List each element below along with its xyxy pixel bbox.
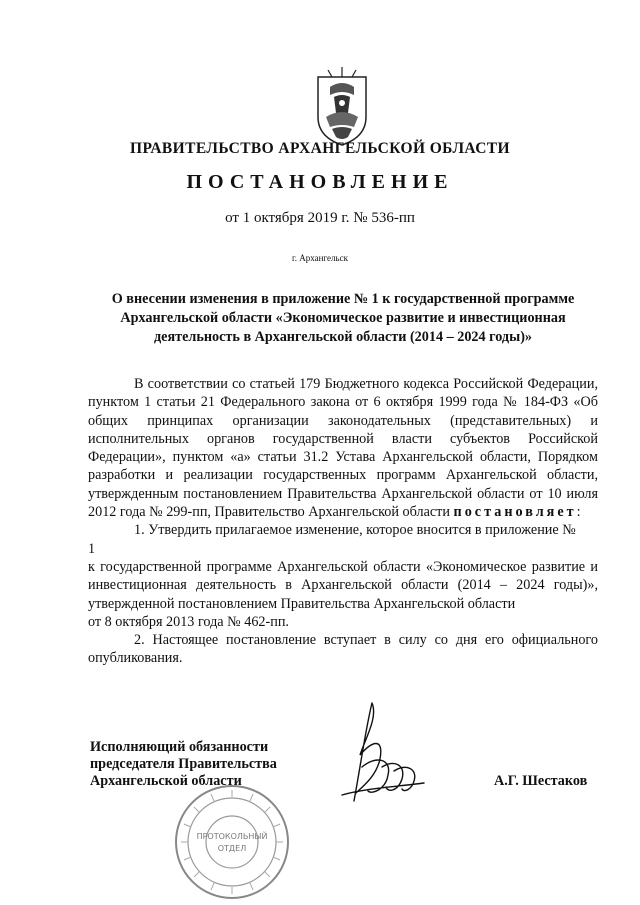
preamble-paragraph: [88, 375, 598, 521]
subject-line: деятельность в Архангельской области (2014 – 2024 годы)»: [153, 329, 533, 345]
signer-name: А.Г. Шестаков: [494, 773, 588, 789]
item-1-line: 1. Утвердить прилагаемое изменение, которое вносится в приложение №: [134, 522, 576, 539]
document-body: [88, 375, 598, 668]
document-date: от 1 октября 2019 г. № 536-пп: [225, 210, 415, 226]
item-2-paragraph: 2. Настоящее постановление вступает в силу со дня его официального опубликования.: [88, 632, 598, 667]
coat-of-arms-icon: [312, 67, 372, 147]
item-1-line: к государственной программе Архангельской области «Экономическое развитие и инвестиционная деятельность в Архангельской области (2014 – 2024 годы)», утвержденной постановлением Правительства Архангельской области: [88, 558, 598, 612]
signer-position-line: Исполняющий обязанности: [90, 739, 269, 755]
document-type: ПОСТАНОВЛЕНИЕ: [186, 171, 454, 193]
round-stamp-icon: [172, 782, 292, 902]
subject-line: О внесении изменения в приложение № 1 к государственной программе: [111, 291, 575, 307]
signer-position-line: Архангельской области: [90, 773, 242, 789]
decrees-word: постановляет: [453, 504, 577, 521]
document-subject: [88, 290, 598, 347]
stamp-text-line2: ОТДЕЛ: [217, 844, 247, 853]
stamp-text-line1: ПРОТОКОЛЬНЫЙ: [196, 832, 268, 841]
preamble-text: В соответствии со статьей 179 Бюджетного кодекса Российской Федерации, пунктом 1 статьи 21 Федерального закона от 6 октября 1999 года № 184-ФЗ «Об общих принципах организации законодательных (представительных) и исполнительных органов государственной власти субъектов Российской Федерации», пунктом «а» статьи 31.2 Устава Архангельской области, Порядком разработки и реализации государственных программ Архангельской области, утвержденным постановлением Правительства Архангельской области от 10 июля 2012 года № 299-пп, Правительство Архангельской области: [88, 376, 598, 521]
handwritten-signature-icon: [332, 697, 428, 817]
item-1-line: от 8 октября 2013 года № 462-пп.: [88, 613, 289, 630]
government-title: ПРАВИТЕЛЬСТВО АРХАНГЕЛЬСКОЙ ОБЛАСТИ: [129, 140, 510, 157]
item-1-line: 1: [88, 540, 96, 557]
subject-line: Архангельской области «Экономическое развитие и инвестиционная: [120, 310, 566, 326]
decrees-colon: :: [576, 504, 581, 521]
document-city: г. Архангельск: [292, 253, 348, 263]
signer-position-line: председателя Правительства: [90, 756, 277, 772]
